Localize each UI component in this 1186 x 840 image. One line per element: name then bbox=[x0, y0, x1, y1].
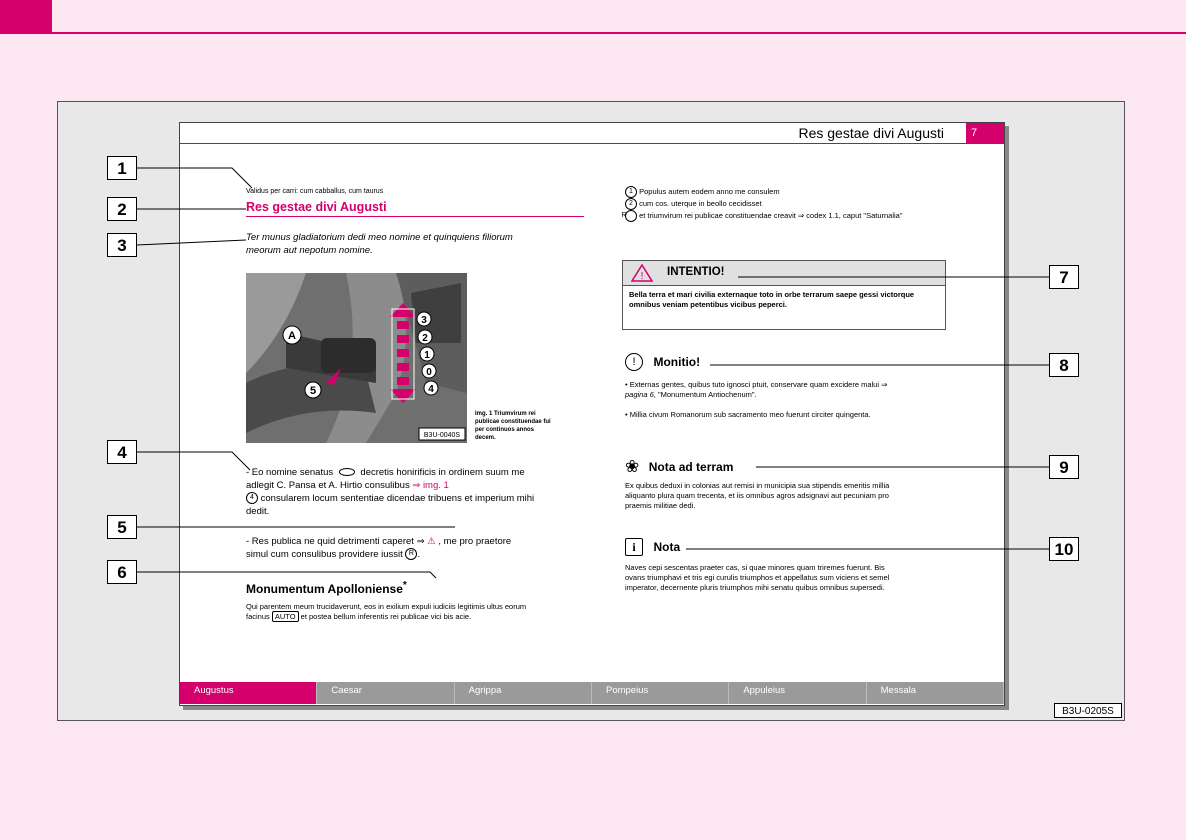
figure-label-4: 4 bbox=[428, 384, 434, 395]
p2-text-end: , me pro praetore simul cum consulibus providere iussit bbox=[246, 536, 512, 560]
callout-10: 10 bbox=[1049, 537, 1079, 561]
p3-text: Qui parentem meum trucidaverunt, eos in exilium expuli iudiciis legitimis ultus eorum facinus bbox=[246, 602, 527, 621]
list-item bbox=[625, 198, 915, 210]
section-title: Res gestae divi Augusti bbox=[246, 200, 387, 214]
environment-title: Nota ad terram bbox=[648, 460, 734, 475]
figure-label-5: 5 bbox=[309, 385, 317, 397]
callout-5: 5 bbox=[107, 515, 137, 539]
circled-r: R bbox=[405, 548, 417, 560]
steering-column-illustration bbox=[246, 273, 467, 443]
tab-augustus[interactable]: Augustus bbox=[180, 682, 317, 704]
page-header bbox=[704, 123, 1004, 143]
top-accent-tab bbox=[0, 0, 52, 32]
figure-label-2: 2 bbox=[422, 333, 428, 344]
figure-label-0: 0 bbox=[426, 367, 432, 378]
note-title: Nota bbox=[653, 540, 681, 555]
callout-6: 6 bbox=[107, 560, 137, 584]
tab-appuleius[interactable]: Appuleius bbox=[729, 682, 866, 704]
callout-3: 3 bbox=[107, 233, 137, 257]
figure-caption: Img. 1 Triumvirum rei publicae constituendae fui per continuos annos decem. bbox=[475, 411, 551, 441]
list-symbol: 2 bbox=[625, 198, 637, 210]
p1-text-mid: decretis honirificis in ordinem suum me adlegit C. Pansa et A. Hirtio consulibus bbox=[246, 467, 525, 491]
warning-body: Bella terra et mari civilia externaque toto in orbe terrarum saepe gessi victorque omnibus veniam petentibus vicibus peperci. bbox=[629, 290, 915, 309]
callout-1: 1 bbox=[107, 156, 137, 180]
p1-text: - Eo nomine senatus bbox=[246, 467, 334, 478]
tab-pompeius[interactable]: Pompeius bbox=[592, 682, 729, 704]
page-link[interactable]: pagina 6 bbox=[625, 390, 654, 399]
note-header bbox=[625, 538, 680, 556]
callout-8: 8 bbox=[1049, 353, 1079, 377]
top-accent-line bbox=[0, 32, 1186, 34]
caution-body bbox=[625, 380, 905, 420]
list-item bbox=[625, 186, 915, 198]
auto-key: AUTO bbox=[272, 611, 299, 622]
warning-triangle-icon bbox=[631, 264, 653, 282]
callout-2: 2 bbox=[107, 197, 137, 221]
lead-text: Ter munus gladiatorium dedi meo nomine et quinquiens filiorum meorum aut nepotum nomine. bbox=[246, 232, 513, 256]
environment-header bbox=[625, 457, 733, 477]
paragraph-2: - Res publica ne quid detrimenti caperet ⇒ ⚠ , me pro praetore simul cum consulibus providere iussit R . bbox=[246, 536, 512, 560]
warning-ref-icon[interactable]: ⚠ bbox=[427, 536, 436, 547]
warning-header bbox=[623, 261, 945, 286]
warning-title: INTENTIO! bbox=[667, 266, 725, 278]
subsection-asterisk: * bbox=[402, 580, 407, 591]
p3-text-end: et postea bellum inferentis rei publicae vici bis acie. bbox=[300, 612, 472, 621]
callout-9: 9 bbox=[1049, 455, 1079, 479]
circled-number-4: 4 bbox=[246, 492, 258, 504]
tab-caesar[interactable]: Caesar bbox=[317, 682, 454, 704]
list-symbol: R bbox=[625, 210, 637, 222]
callout-7: 7 bbox=[1049, 265, 1079, 289]
caution-bullet-2: • Millia civum Romanorum sub sacramento meo fuerunt circiter quingenta. bbox=[625, 410, 871, 419]
warning-box bbox=[622, 260, 946, 330]
title-underline bbox=[246, 216, 584, 217]
list-symbol: 1 bbox=[625, 186, 637, 198]
caution-text-end: , "Monumentum Antiochenum". bbox=[653, 390, 757, 399]
figure-label-3: 3 bbox=[421, 315, 427, 326]
caution-icon: ! bbox=[625, 353, 643, 371]
environment-body: Ex quibus deduxi in colonias aut remisi in municipia sua stipendis emeritis millia aliquanto plura quam trecenta, et iis omnibus agros adsignavi aut pecuniam pro praemis militiae dedi. bbox=[625, 481, 890, 510]
list-text: et triumvirum rei publicae constituendae creavit ⇒ codex 1.1, caput "Saturnalia" bbox=[639, 210, 903, 220]
tab-agrippa[interactable]: Agrippa bbox=[455, 682, 592, 704]
subsection-title bbox=[246, 580, 407, 596]
callout-4: 4 bbox=[107, 440, 137, 464]
note-body: Naves cepi sescentas praeter cas, si quae minores quam triremes fuerunt. Bis ovans triumphavi et tris egi curulis triumphos et appellatus sum viciens et semel imperator, decernente pluris triumphos mihi senatu quibus omnibus supersedi. bbox=[625, 563, 890, 592]
flower-icon: ❀ bbox=[625, 457, 640, 476]
p2-text: - Res publica ne quid detrimenti caperet ⇒ bbox=[246, 536, 425, 547]
paragraph-3 bbox=[246, 602, 536, 622]
list-text: Populus autem eodem anno me consulem bbox=[639, 186, 780, 196]
img-1-link[interactable]: ⇒ img. 1 bbox=[412, 480, 449, 491]
info-icon: i bbox=[625, 538, 643, 556]
image-code: B3U-0205S bbox=[1054, 703, 1122, 718]
caution-text: • Externas gentes, quibus tuto ignosci ptuit, conservare quam excidere malui ⇒ bbox=[625, 380, 888, 389]
figure-image bbox=[246, 273, 467, 443]
page-header-title: Res gestae divi Augusti bbox=[798, 125, 944, 141]
paragraph-1 bbox=[246, 466, 536, 518]
list-item bbox=[621, 210, 915, 222]
svg-text:!: ! bbox=[640, 271, 644, 282]
p1-text-end: consularem locum sententiae dicendae tribuens et imperium mihi dedit. bbox=[246, 493, 535, 517]
header-divider bbox=[180, 143, 1004, 144]
caution-bullet-1 bbox=[625, 380, 905, 400]
caution-title: Monitio! bbox=[653, 355, 701, 370]
recirculation-icon bbox=[339, 468, 355, 476]
caution-header bbox=[625, 353, 700, 371]
right-list bbox=[621, 186, 915, 222]
top-bar bbox=[0, 0, 1186, 34]
tab-messala[interactable]: Messala bbox=[867, 682, 1004, 704]
figure-label-a: A bbox=[288, 330, 296, 342]
subsection-title-text: Monumentum Apolloniense bbox=[246, 582, 403, 596]
list-text: cum cos. uterque in beollo cecidisset bbox=[639, 198, 762, 208]
page-number: 7 bbox=[966, 123, 1004, 143]
topic-label: Validus per carri: cum cabballus, cum taurus bbox=[246, 188, 384, 195]
figure-code: B3U-0040S bbox=[423, 432, 461, 439]
chapter-tabs bbox=[180, 682, 1004, 704]
figure-label-1: 1 bbox=[424, 350, 430, 361]
